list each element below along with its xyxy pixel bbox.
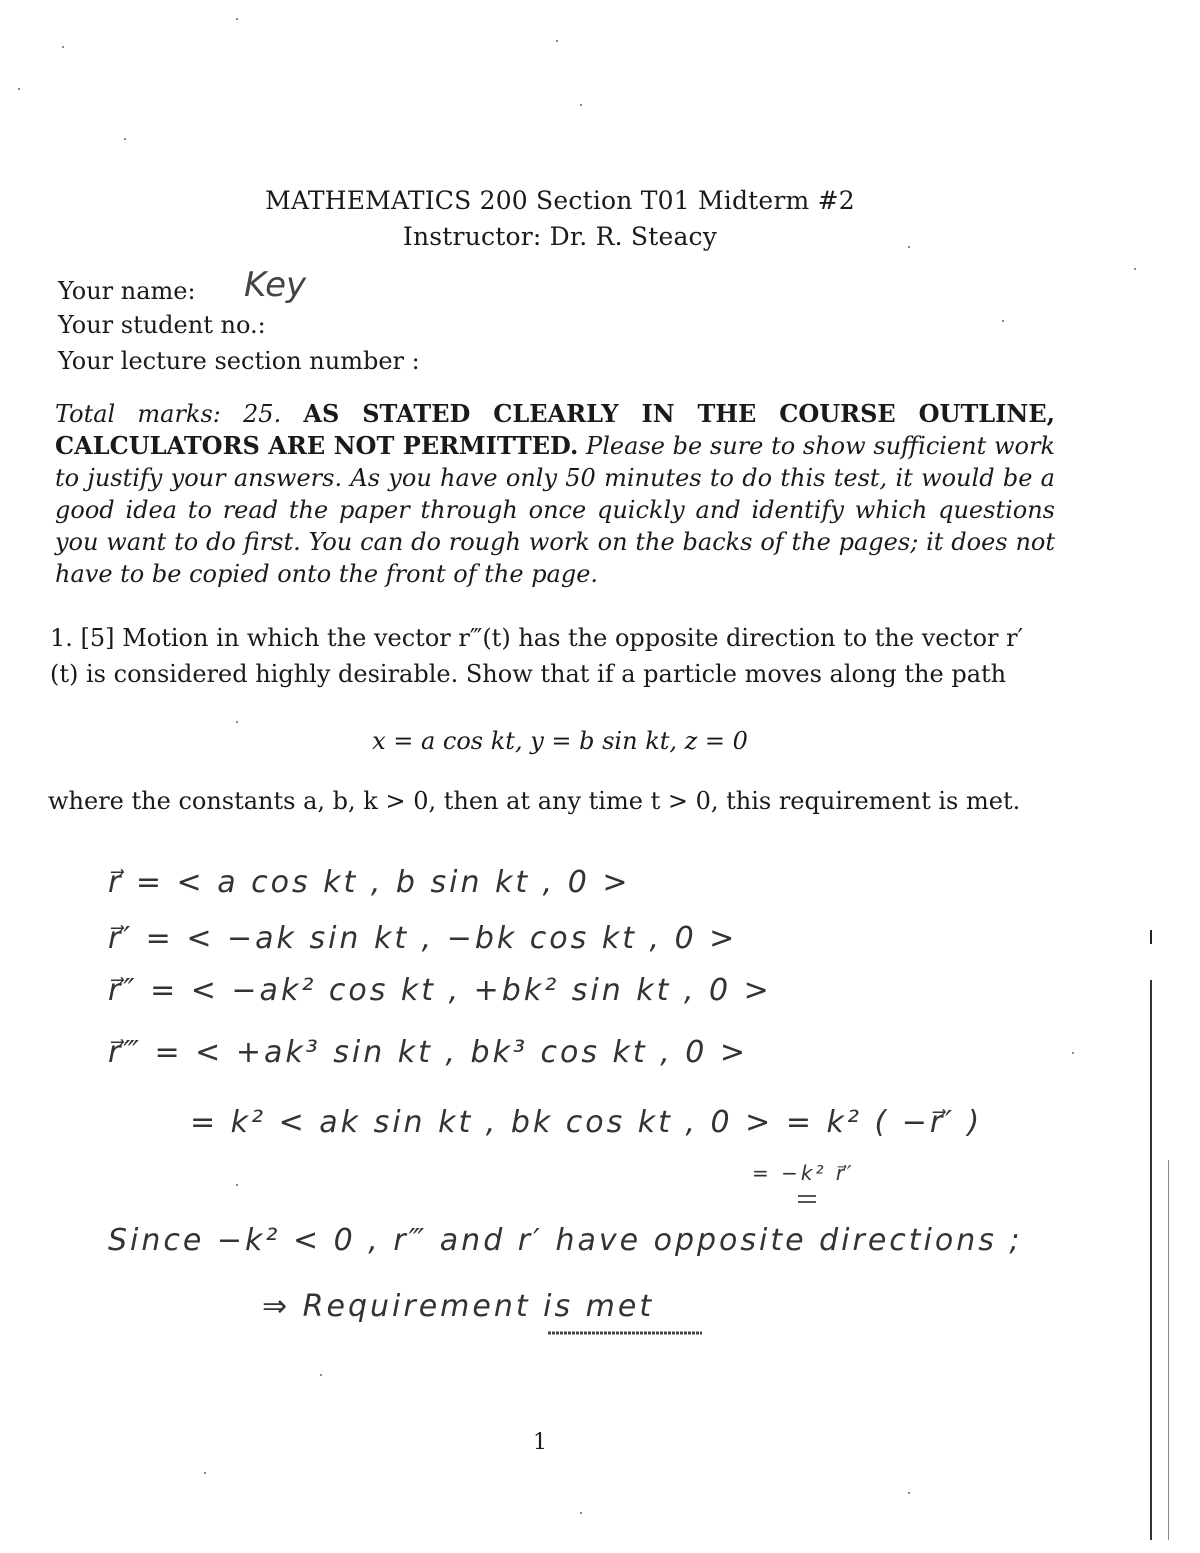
scan-speck xyxy=(236,721,238,723)
instructions-body: Please be sure to show sufficient work to justify your answers. As you have only 50 minutes to do this test, it would be a good idea to read the paper through once quickly and identify which questions you want to do first. You can do rough work on the backs of the pages; it does not have to be copied onto the front of the page. xyxy=(55,432,1055,588)
scan-speck xyxy=(1072,1052,1074,1054)
question-number: 1. xyxy=(50,624,73,652)
calculators-notice: AS STATED CLEARLY IN THE COURSE OUTLINE, CALCULATORS ARE NOT PERMITTED. xyxy=(55,399,1055,460)
scan-speck xyxy=(62,46,64,48)
student-no-label: Your student no.: xyxy=(58,311,266,339)
solution-line-2: r⃗′ = < −ak sin kt , −bk cos kt , 0 > xyxy=(108,921,738,956)
scan-speck xyxy=(236,1184,238,1186)
scan-speck xyxy=(908,246,910,248)
solution-line-4: r⃗‴ = < +ak³ sin kt , bk³ cos kt , 0 > xyxy=(108,1035,749,1070)
instructor-line: Instructor: Dr. R. Steacy xyxy=(402,222,718,251)
exam-title: MATHEMATICS 200 Section T01 Midterm #2 xyxy=(265,186,855,215)
scan-speck xyxy=(320,1374,322,1376)
scan-speck xyxy=(124,138,126,140)
solution-line-1: r⃗ = < a cos kt , b sin kt , 0 > xyxy=(108,865,631,900)
handwritten-name-text: Key xyxy=(244,265,307,305)
scan-speck xyxy=(18,88,20,90)
question-text: Motion in which the vector r‴(t) has the opposite direction to the vector r′(t) is considered highly desirable. Show that if a particle moves along the path xyxy=(50,624,1024,688)
total-marks: Total marks: 25. xyxy=(55,400,282,428)
path-equation: x = a cos kt, y = b sin kt, z = 0 xyxy=(372,727,748,755)
scan-speck xyxy=(1134,268,1136,270)
solution-line-7: Since −k² < 0 , r‴ and r′ have opposite directions ; xyxy=(108,1223,1023,1258)
solution-line-3: r⃗″ = < −ak² cos kt , +bk² sin kt , 0 > xyxy=(108,973,772,1008)
scan-speck xyxy=(556,40,558,42)
scan-speck xyxy=(580,104,582,106)
scan-speck xyxy=(580,1512,582,1514)
question-marks: [5] xyxy=(80,624,115,652)
scan-speck xyxy=(204,1472,206,1474)
scan-speck xyxy=(236,18,238,20)
constants-condition: where the constants a, b, k > 0, then at any time t > 0, this requirement is met. xyxy=(48,787,1021,815)
solution-line-8: ⇒ Requirement is met xyxy=(262,1289,655,1324)
lecture-section-label: Your lecture section number : xyxy=(58,347,420,375)
scan-speck xyxy=(1002,320,1004,322)
scan-edge-line xyxy=(1150,980,1152,1540)
page-number: 1 xyxy=(533,1430,547,1455)
name-label: Your name: xyxy=(58,277,196,305)
solution-line-5: = k² < ak sin kt , bk cos kt , 0 > = k² ( −r⃗′ ) xyxy=(190,1105,983,1140)
solution-line-6: = −k² r⃗′ xyxy=(752,1161,855,1185)
scan-edge-mark xyxy=(1150,930,1152,944)
scan-speck xyxy=(908,1492,910,1494)
scan-edge-line-faint xyxy=(1168,1160,1169,1540)
